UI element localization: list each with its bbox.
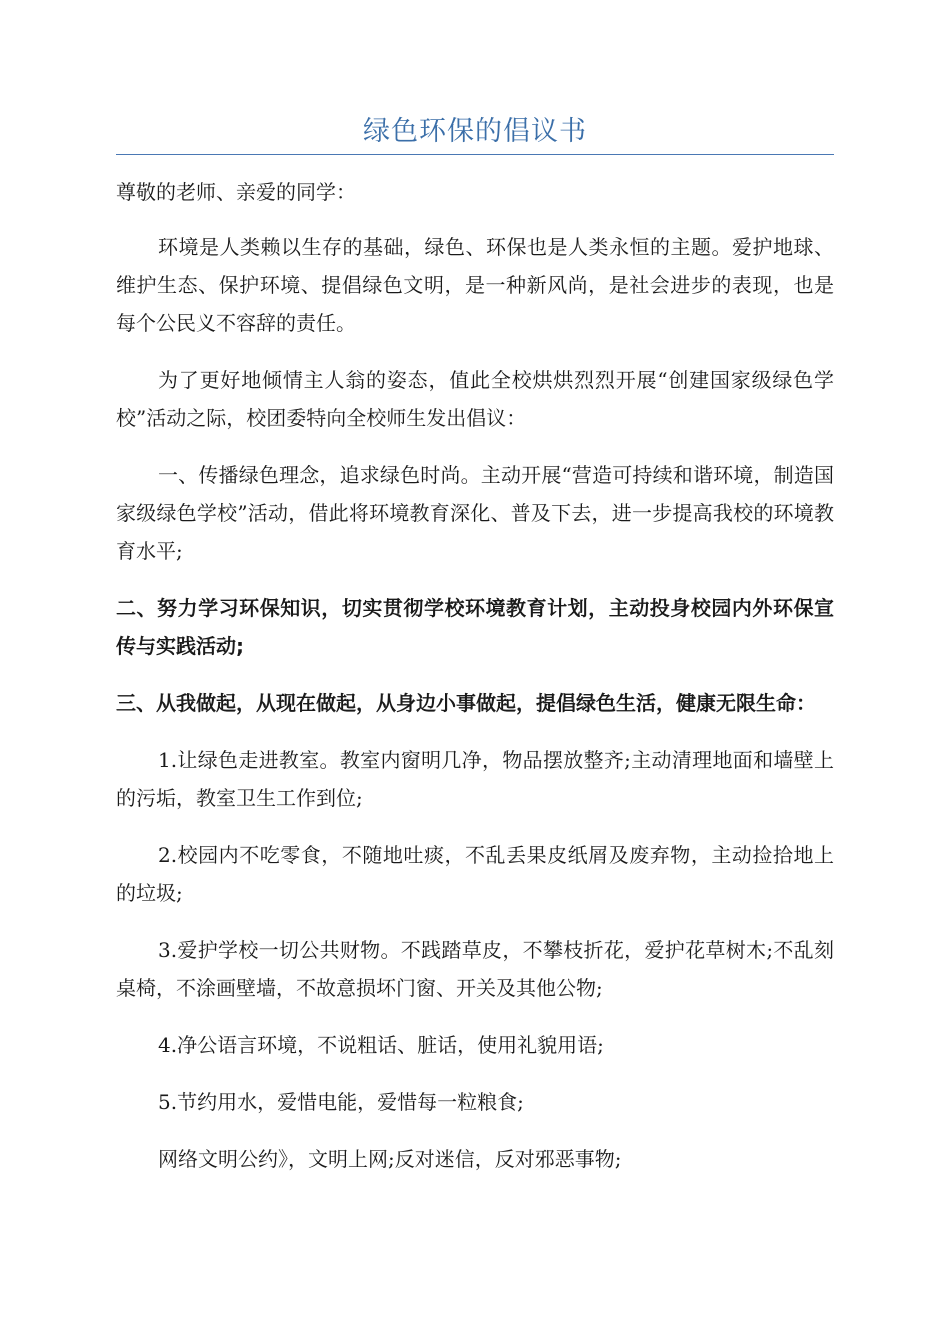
proposal-item-1: 一、传播绿色理念，追求绿色时尚。主动开展“营造可持续和谐环境，制造国家级绿色学校”活动，借此将环境教育深化、普及下去，进一步提高我校的环境教育水平;	[116, 463, 834, 563]
paragraph-context: 为了更好地倾情主人翁的姿态，值此全校烘烘烈烈开展“创建国家级绿色学校”活动之际，校团委特向全校师生发出倡议：	[116, 368, 834, 430]
sub-item-5: 5.节约用水，爱惜电能，爱惜每一粒粮食;	[158, 1090, 524, 1114]
title-underline	[116, 154, 834, 155]
sub-item-4: 4.净公语言环境，不说粗话、脏话，使用礼貌用语;	[158, 1033, 604, 1057]
paragraph-intro: 环境是人类赖以生存的基础，绿色、环保也是人类永恒的主题。爱护地球、维护生态、保护环境、提倡绿色文明，是一种新风尚，是社会进步的表现，也是每个公民义不容辞的责任。	[116, 235, 834, 335]
sub-item-2: 2.校园内不吃零食，不随地吐痰，不乱丢果皮纸屑及废弃物，主动捡拾地上的垃圾;	[116, 843, 834, 905]
sub-item-6: 网络文明公约》，文明上网;反对迷信，反对邪恶事物;	[158, 1147, 622, 1171]
salutation: 尊敬的老师、亲爱的同学：	[116, 180, 356, 204]
proposal-item-3: 三、从我做起，从现在做起，从身边小事做起，提倡绿色生活，健康无限生命：	[116, 691, 816, 715]
sub-item-3: 3.爱护学校一切公共财物。不践踏草皮，不攀枝折花，爱护花草树木;不乱刻桌椅，不涂画壁墙，不故意损坏门窗、开关及其他公物;	[116, 938, 834, 1000]
sub-item-1: 1.让绿色走进教室。教室内窗明几净，物品摆放整齐;主动清理地面和墙壁上的污垢，教室卫生工作到位;	[116, 748, 834, 810]
proposal-item-2: 二、努力学习环保知识，切实贯彻学校环境教育计划，主动投身校园内外环保宣传与实践活动;	[116, 596, 834, 658]
document-title: 绿色环保的倡议书	[363, 116, 587, 147]
document-body	[116, 172, 834, 1197]
